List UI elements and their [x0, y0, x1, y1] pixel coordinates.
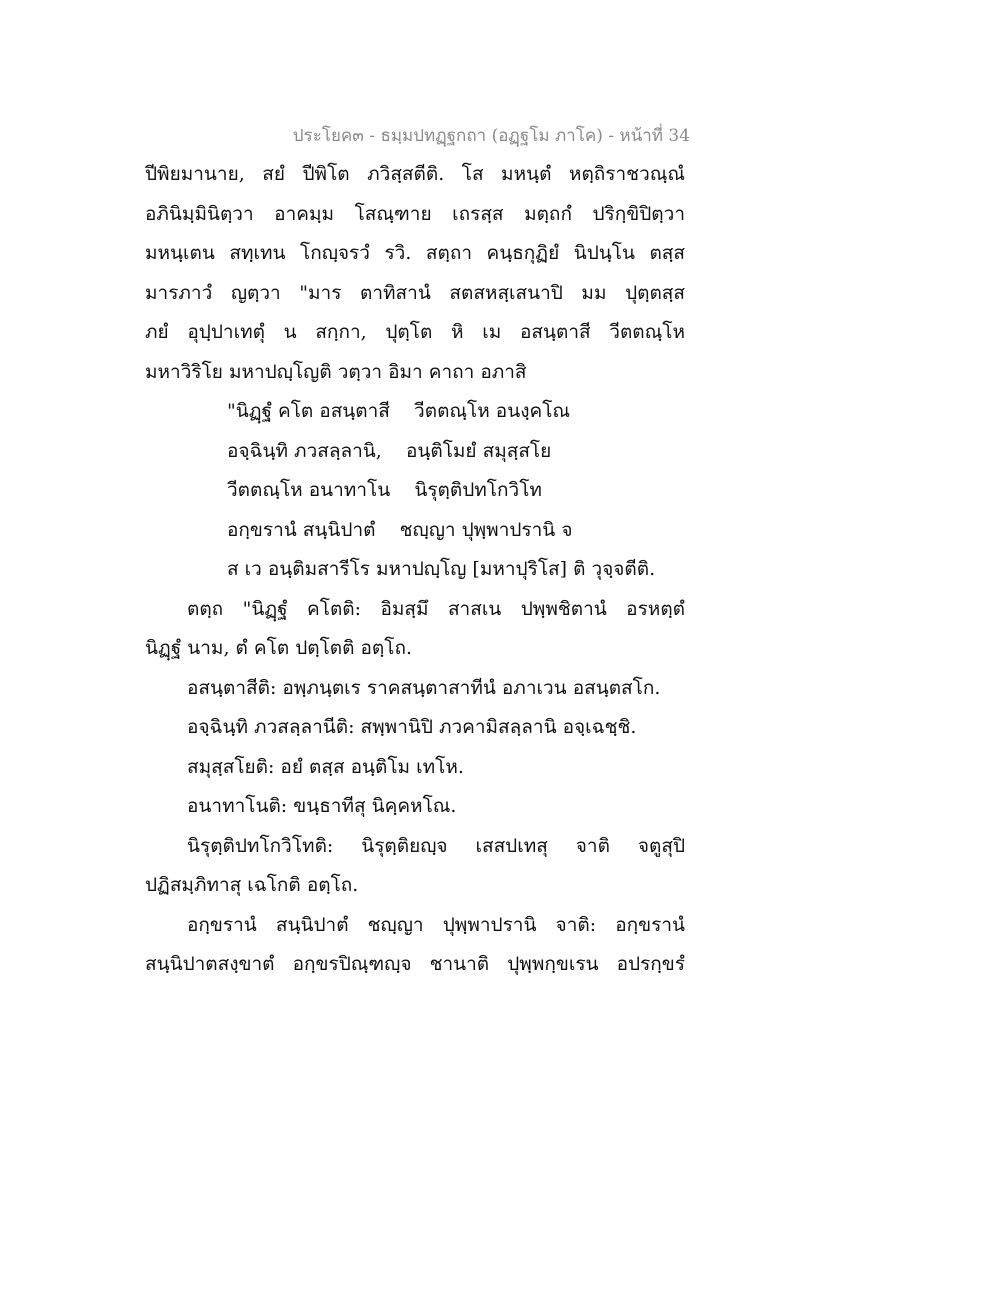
- text-line: ตตฺถ "นิฏฺฐํ คโตติ: อิมสฺมึ สาสเน ปพฺพชิตานํ อรหตฺตํ: [187, 597, 685, 620]
- text-line: อนาทาโนติ: ขนฺธาทีสุ นิคฺคหโณ.: [187, 795, 457, 817]
- verse-line: อจฺฉินฺทิ ภวสลฺลานิ, อนฺติโมยํ สมุสฺสโย: [227, 439, 552, 462]
- running-header: ประโยค๓ - ธมฺมปทฏฺฐกถา (อฏฺฐโม ภาโค) - หน้าที่ 34: [292, 126, 690, 146]
- verse-line: "นิฏฺฐํ คโต อสนฺตาสี วีตตณฺโห อนงฺคโณ: [227, 400, 571, 422]
- text-line: นิฏฺฐํ นาม, ตํ คโต ปตฺโตติ อตฺโถ.: [145, 637, 413, 659]
- text-line: มารภาวํ ญตฺวา "มาร ตาทิสานํ สตสหสฺเสนาปิ มม ปุตฺตสฺส: [145, 281, 685, 304]
- text-line: ภยํ อุปฺปาเทตุํ น สกฺกา, ปุตฺโต หิ เม อสนฺตาสี วีตตณฺโห: [145, 321, 685, 343]
- text-line: นิรุตฺติปทโกวิโทติ: นิรุตฺติยญฺจ เสสปเทสุ จาติ จตูสุปิ: [187, 834, 685, 857]
- text-line: มหาวิริโย มหาปญฺโญติ วตฺวา อิมา คาถา อภาสิ: [145, 360, 527, 383]
- text-line: อจฺฉินฺทิ ภวสลฺลานีติ: สพฺพานิปิ ภวคามิสลฺลานิ อจฺเฉชฺชิ.: [187, 716, 637, 738]
- verse-line: ส เว อนฺติมสารีโร มหาปญฺโญ [มหาปุริโส] ติ วุจฺจตีติ.: [227, 558, 656, 580]
- text-line: สมุสฺสโยติ: อยํ ตสฺส อนฺติโม เทโห.: [187, 755, 464, 778]
- text-line: สนฺนิปาตสงฺขาตํ อกฺขรปิณฺฑญฺจ ชานาติ ปุพฺพกฺขเรน อปรกฺขรํ: [145, 953, 685, 975]
- text-line: อภินิมฺมินิตฺวา อาคมฺม โสณฺฑาย เถรสฺส มตฺถกํ ปริกฺขิปิตฺวา: [145, 202, 685, 225]
- text-line: อสนฺตาสีติ: อพฺภนฺตเร ราคสนฺตาสาทีนํ อภาเวน อสนฺตสโก.: [187, 676, 661, 699]
- text-line: อกฺขรานํ สนฺนิปาตํ ชญฺญา ปุพฺพาปรานิ จาติ: อกฺขรานํ: [187, 913, 685, 936]
- verse-line: อกฺขรานํ สนฺนิปาตํ ชญฺญา ปุพฺพาปรานิ จ: [227, 518, 573, 541]
- text-line: ปีพิยมานาย, สยํ ปีพิโต ภวิสฺสตีติ. โส มหนฺตํ หตฺถิราชวณฺณํ: [145, 163, 685, 185]
- text-line: มหนฺเตน สทฺเทน โกญฺจรวํ รวิ. สตฺถา คนฺธกุฏิยํ นิปนฺโน ตสฺส: [145, 242, 685, 264]
- verse-line: วีตตณฺโห อนาทาโน นิรุตฺติปทโกวิโท: [227, 479, 542, 501]
- text-line: ปฏิสมฺภิทาสุ เฉโกติ อตฺโถ.: [145, 874, 359, 896]
- body-text: [145, 155, 685, 985]
